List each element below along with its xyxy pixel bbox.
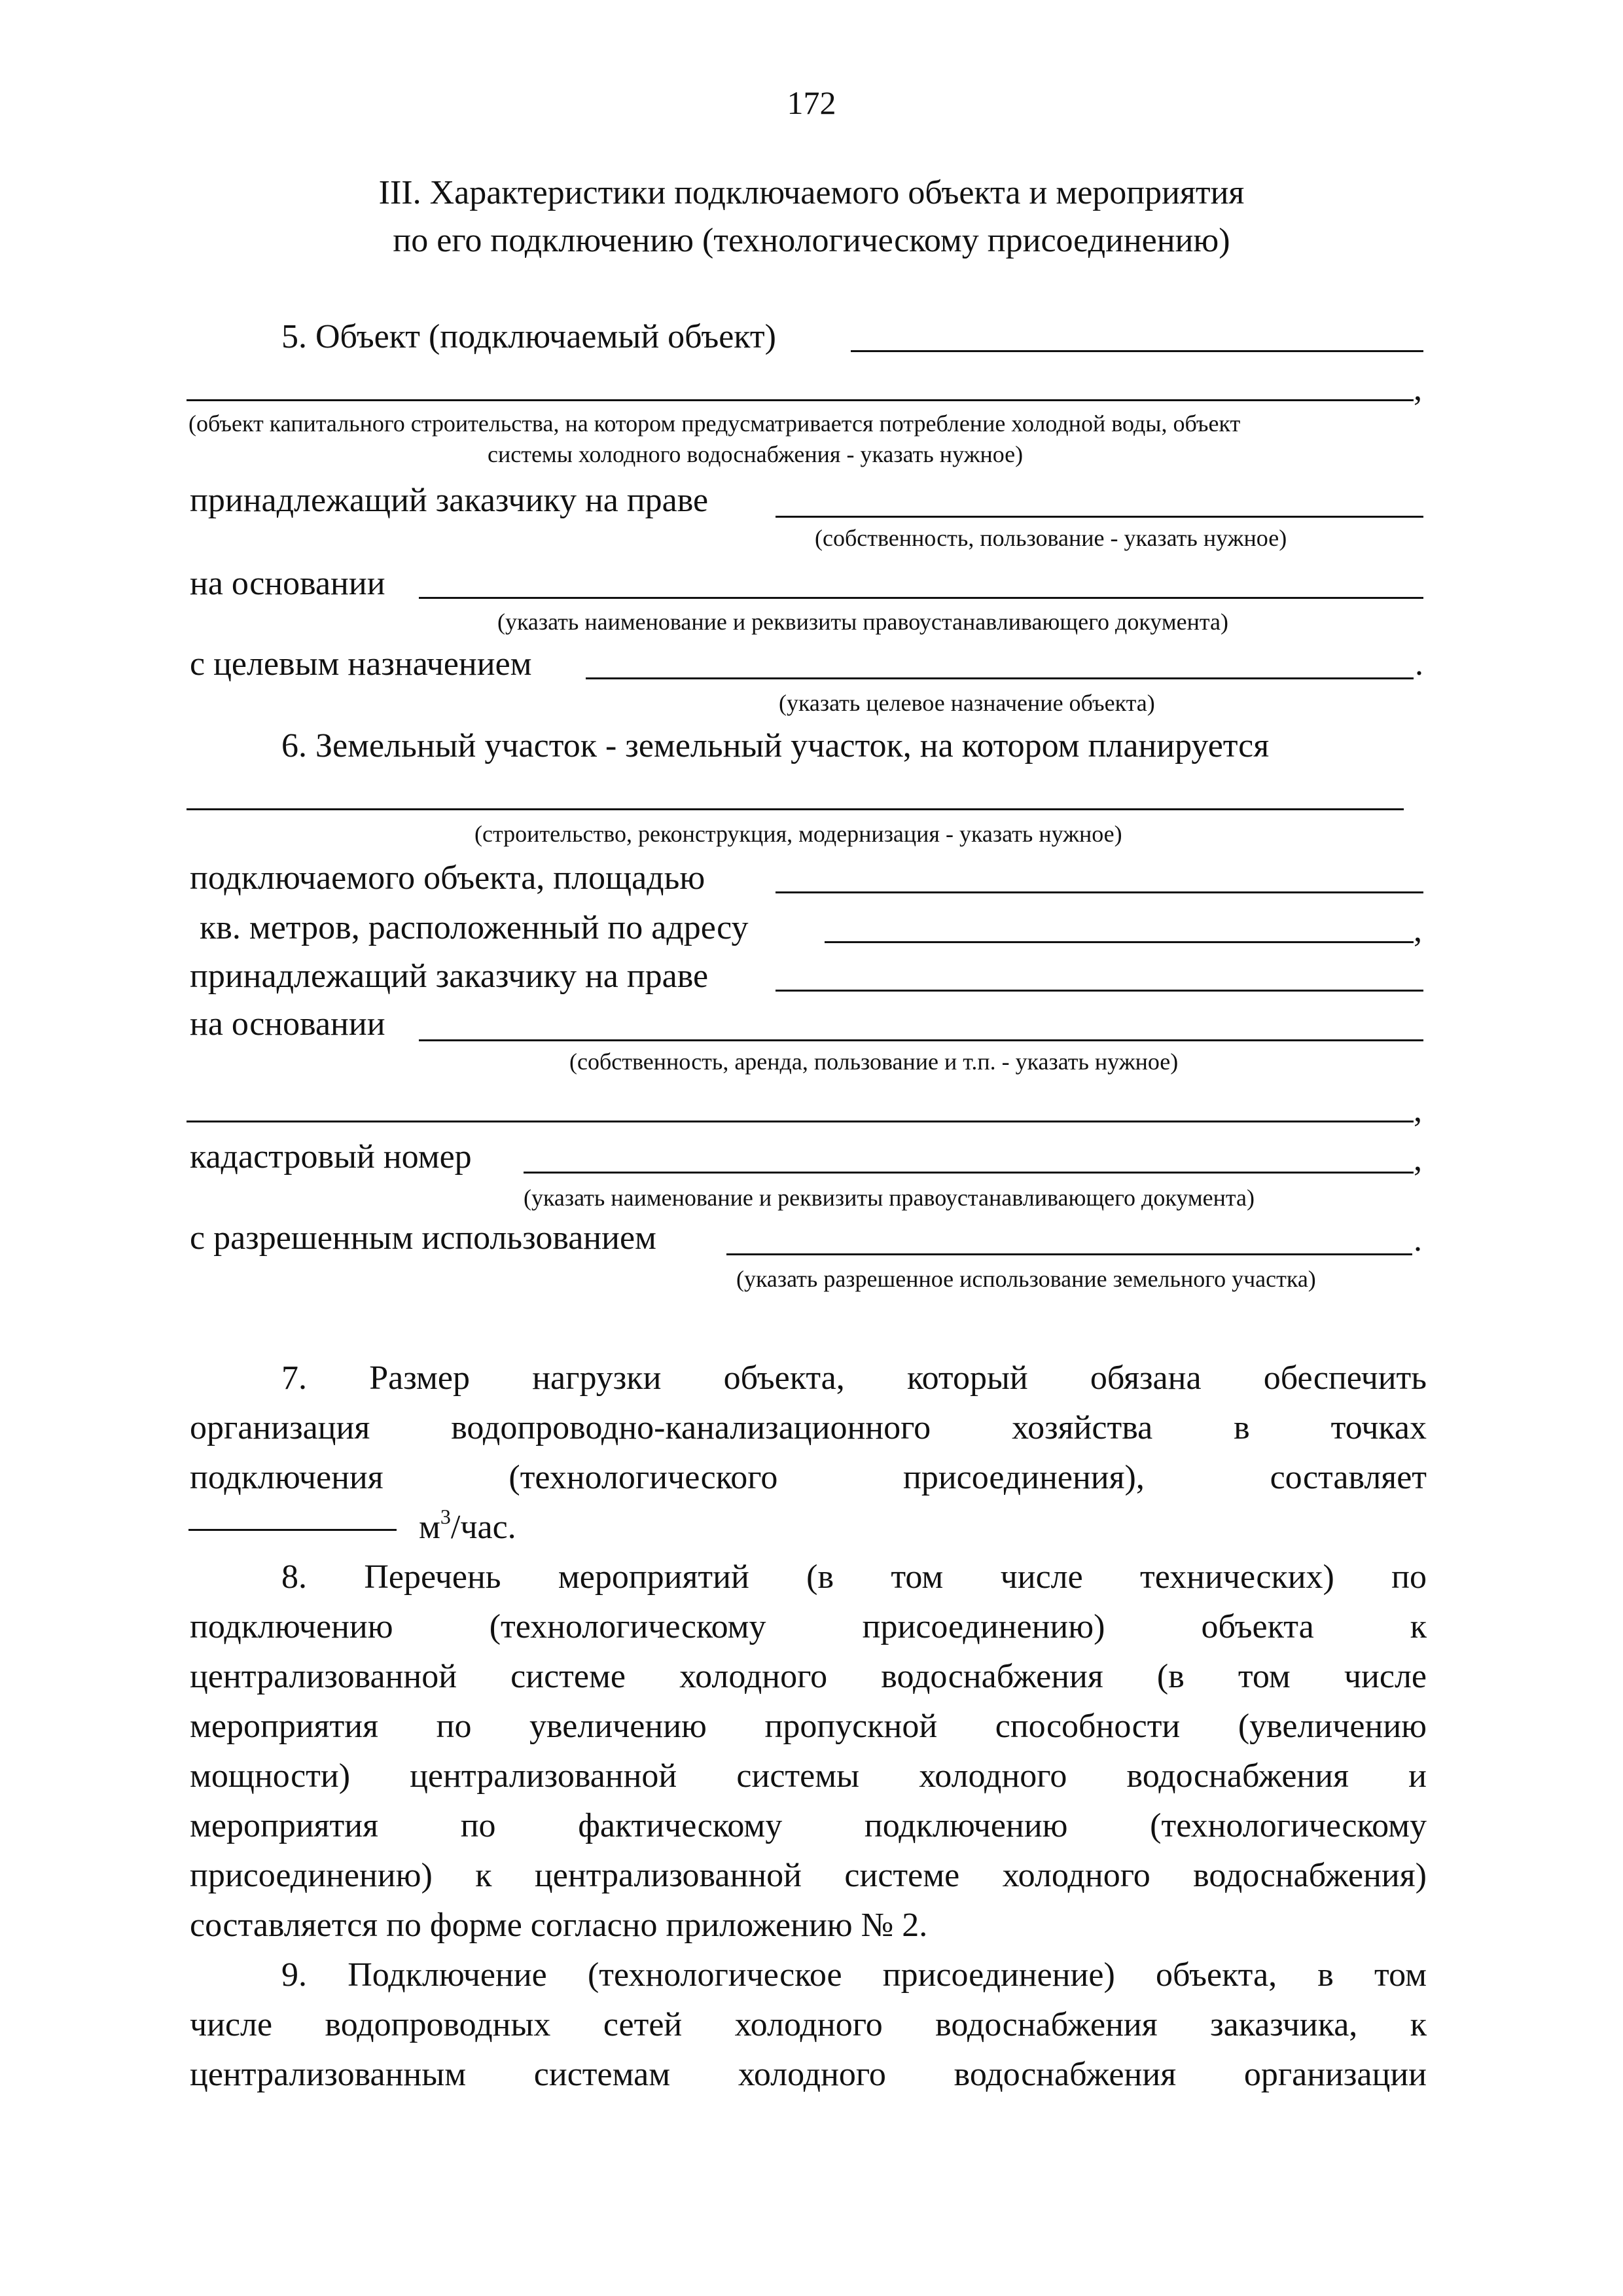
item9-line-3: централизованным системам холодного водоснабжения организации bbox=[190, 2056, 1427, 2093]
item8-line-8: составляется по форме согласно приложению № 2. bbox=[190, 1907, 928, 1944]
area-field[interactable] bbox=[776, 891, 1423, 893]
comma: , bbox=[1414, 1141, 1422, 1178]
area-label: подключаемого объекта, площадью bbox=[190, 859, 705, 897]
works-type-caption: (строительство, реконструкция, модернизация - указать нужное) bbox=[474, 821, 1122, 847]
section-title-line-2: по его подключению (технологическому присоединению) bbox=[393, 222, 1230, 259]
item9-line-1: 9. Подключение (технологическое присоединение) объекта, в том bbox=[281, 1956, 1427, 1994]
item8-line-4: мероприятия по увеличению пропускной способности (увеличению bbox=[190, 1708, 1427, 1745]
comma: , bbox=[1414, 912, 1422, 949]
object-caption-1: (объект капитального строительства, на котором предусматривается потребление холодной воды, объект bbox=[188, 410, 1241, 437]
item7-line-2: организация водопроводно-канализационного хозяйства в точках bbox=[190, 1409, 1427, 1446]
purpose-field[interactable] bbox=[586, 677, 1414, 679]
section-title-line-1: III. Характеристики подключаемого объекта и мероприятия bbox=[378, 174, 1245, 211]
item7-line-1: 7. Размер нагрузки объекта, который обязана обеспечить bbox=[281, 1359, 1427, 1397]
purpose-label: с целевым назначением bbox=[190, 645, 532, 683]
item8-line-5: мощности) централизованной системы холодного водоснабжения и bbox=[190, 1757, 1427, 1795]
basis-field[interactable] bbox=[419, 597, 1423, 599]
ownership-right-label: принадлежащий заказчику на праве bbox=[190, 482, 709, 519]
object-field-continuation[interactable] bbox=[187, 399, 1414, 401]
land-right-field[interactable] bbox=[776, 990, 1423, 992]
ownership-right-caption: (собственность, пользование - указать нужное) bbox=[815, 525, 1287, 551]
comma: , bbox=[1414, 1092, 1422, 1129]
cadastral-label: кадастровый номер bbox=[190, 1138, 472, 1175]
item8-line-7: присоединению) к централизованной системе холодного водоснабжения) bbox=[190, 1857, 1427, 1894]
page-number: 172 bbox=[787, 84, 836, 121]
address-label: кв. метров, расположенный по адресу bbox=[200, 909, 749, 946]
period: . bbox=[1414, 1221, 1422, 1259]
permitted-use-field[interactable] bbox=[726, 1253, 1412, 1255]
permitted-use-caption: (указать разрешенное использование земельного участка) bbox=[736, 1266, 1316, 1292]
ownership-right-field[interactable] bbox=[776, 516, 1423, 518]
comma: , bbox=[1414, 370, 1422, 408]
basis-label: на основании bbox=[190, 565, 385, 602]
land-right-label: принадлежащий заказчику на праве bbox=[190, 958, 709, 995]
land-basis-field[interactable] bbox=[419, 1039, 1423, 1041]
item8-line-3: централизованной системе холодного водоснабжения (в том числе bbox=[190, 1658, 1427, 1695]
item8-line-1: 8. Перечень мероприятий (в том числе технических) по bbox=[281, 1558, 1427, 1596]
cadastral-field[interactable] bbox=[524, 1172, 1414, 1174]
object-caption-2: системы холодного водоснабжения - указать нужное) bbox=[488, 441, 1024, 467]
period: . bbox=[1415, 645, 1423, 683]
land-right-caption: (собственность, аренда, пользование и т.п. - указать нужное) bbox=[569, 1049, 1179, 1075]
item7-line-3: подключения (технологического присоединения), составляет bbox=[190, 1459, 1427, 1496]
land-basis-field-continuation[interactable] bbox=[187, 1121, 1414, 1122]
item9-line-2: числе водопроводных сетей холодного водоснабжения заказчика, к bbox=[190, 2006, 1427, 2043]
load-value-field[interactable] bbox=[188, 1529, 397, 1531]
item5-label: 5. Объект (подключаемый объект) bbox=[281, 318, 776, 355]
purpose-caption: (указать целевое назначение объекта) bbox=[779, 690, 1155, 716]
permitted-use-label: с разрешенным использованием bbox=[190, 1219, 656, 1257]
item6-label: 6. Земельный участок - земельный участок, на котором планируется bbox=[281, 727, 1270, 764]
address-field[interactable] bbox=[825, 941, 1414, 943]
load-unit: $м^3$/час. bbox=[419, 1505, 516, 1546]
item8-line-6: мероприятия по фактическому подключению (технологическому bbox=[190, 1807, 1427, 1844]
basis-caption: (указать наименование и реквизиты правоустанавливающего документа) bbox=[497, 609, 1228, 635]
object-field[interactable] bbox=[851, 350, 1423, 352]
land-doc-caption: (указать наименование и реквизиты правоустанавливающего документа) bbox=[524, 1185, 1255, 1211]
item8-line-2: подключению (технологическому присоединению) объекта к bbox=[190, 1608, 1427, 1645]
land-basis-label: на основании bbox=[190, 1005, 385, 1043]
works-type-field[interactable] bbox=[187, 808, 1404, 810]
